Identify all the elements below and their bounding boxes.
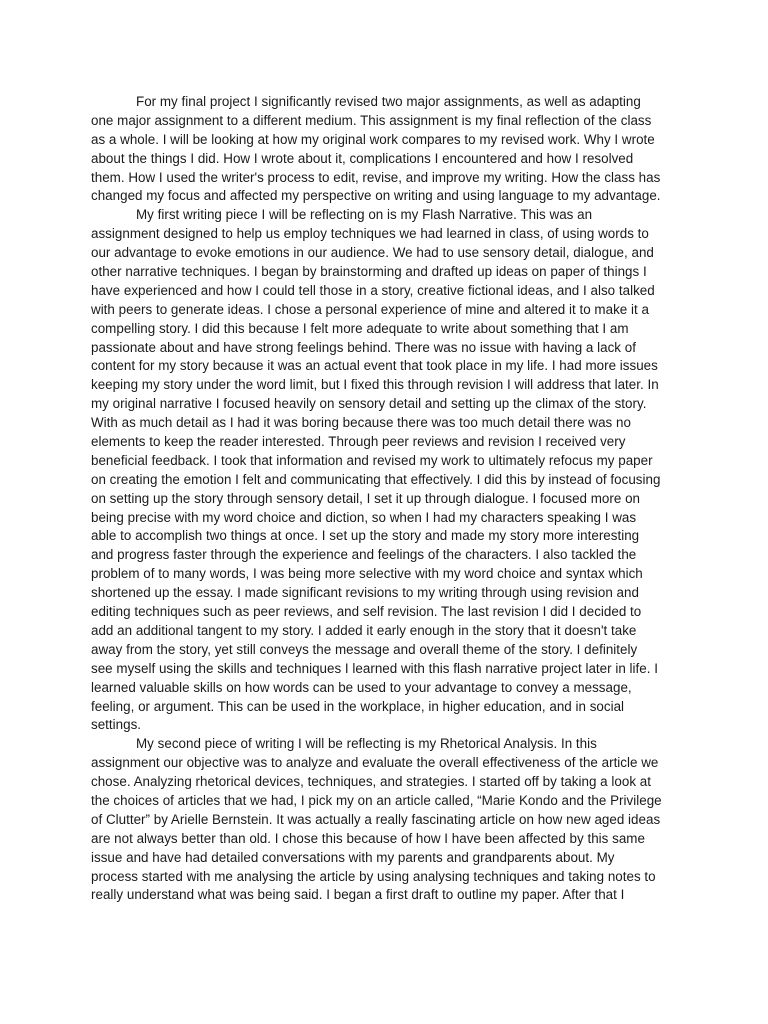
text-line: them. How I used the writer's process to edit, revise, and improve my writing. How the class has [91, 169, 661, 185]
text-line: feeling, or argument. This can be used in the workplace, in higher education, and in social [91, 698, 625, 714]
text-line: see myself using the skills and techniques I learned with this flash narrative project later in life. I [91, 660, 658, 676]
text-line: My first writing piece I will be reflecting on is my Flash Narrative. This was an [136, 207, 593, 223]
text-line: on creating the emotion I felt and communicating that effectively. I did this by instead of focusing [91, 471, 661, 487]
text-line: shortened up the essay. I made significant revisions to my writing through using revision and [91, 585, 639, 601]
text-line: my original narrative I focused heavily on sensory detail and setting up the climax of the story. [91, 396, 647, 412]
text-line: able to accomplish two things at once. I set up the story and made my story more interesting [91, 528, 640, 544]
text-line: changed my focus and affected my perspective on writing and using language to my advantage. [91, 188, 661, 204]
text-line: elements to keep the reader interested. Through peer reviews and revision I received very [91, 434, 626, 450]
text-line: on setting up the story through sensory detail, I set it up through dialogue. I focused more on [91, 490, 641, 506]
text-line: process started with me analysing the article by using analysing techniques and taking notes to [91, 868, 656, 884]
text-line: other narrative techniques. I began by brainstorming and drafted up ideas on paper of things I [91, 264, 647, 280]
text-line: My second piece of writing I will be reflecting is my Rhetorical Analysis. In this [136, 736, 597, 752]
text-line: are not always better than old. I chose this because of how I have been affected by this same [91, 830, 645, 846]
text-line: compelling story. I did this because I felt more adequate to write about something that I am [91, 320, 629, 336]
text-line: being precise with my word choice and diction, so when I had my characters speaking I was [91, 509, 637, 525]
text-line: our advantage to evoke emotions in our audience. We had to use sensory detail, dialogue, and [91, 245, 654, 261]
text-line: issue and have had detailed conversations with my parents and grandparents about. My [91, 849, 615, 865]
document-body [91, 93, 691, 905]
text-line: assignment our objective was to analyze and evaluate the overall effectiveness of the article we [91, 755, 659, 771]
text-line: settings. [91, 717, 142, 733]
text-line: content for my story because it was an actual event that took place in my life. I had more issues [91, 358, 658, 374]
text-line: and progress faster through the experience and feelings of the characters. I also tackled the [91, 547, 637, 563]
text-line: as a whole. I will be looking at how my original work compares to my revised work. Why I wrote [91, 131, 655, 147]
text-line: problem of to many words, I was being more selective with my word choice and syntax which [91, 566, 643, 582]
text-line: with peers to generate ideas. I chose a personal experience of mine and altered it to make it a [91, 301, 649, 317]
text-line: With as much detail as I had it was boring because there was too much detail there was no [91, 415, 631, 431]
text-line: add an additional tangent to my story. I added it early enough in the story that it doesn't take [91, 622, 637, 638]
text-line: keeping my story under the word limit, but I fixed this through revision I will address that later. In [91, 377, 659, 393]
text-line: of Clutter” by Arielle Bernstein. It was actually a really fascinating article on how new aged ideas [91, 811, 661, 827]
text-line: editing techniques such as peer reviews, and self revision. The last revision I did I decided to [91, 604, 642, 620]
text-line: one major assignment to a different medium. This assignment is my final reflection of the class [91, 112, 652, 128]
text-line: away from the story, yet still conveys the message and overall theme of the story. I definitely [91, 641, 638, 657]
text-line: learned valuable skills on how words can be used to your advantage to convey a message, [91, 679, 632, 695]
text-line: about the things I did. How I wrote about it, complications I encountered and how I resolved [91, 150, 634, 166]
text-line: chose. Analyzing rhetorical devices, techniques, and strategies. I started off by taking a look at [91, 774, 651, 790]
text-line: really understand what was being said. I began a first draft to outline my paper. After that I [91, 887, 625, 903]
text-line: beneficial feedback. I took that information and revised my work to ultimately refocus my paper [91, 452, 653, 468]
text-line: the choices of articles that we had, I pick my on an article called, “Marie Kondo and the Privilege [91, 792, 662, 808]
text-line: assignment designed to help us employ techniques we had learned in class, of using words to [91, 226, 649, 242]
text-line: have experienced and how I could tell those in a story, creative fictional ideas, and I also talked [91, 282, 655, 298]
text-line: For my final project I significantly revised two major assignments, as well as adapting [136, 94, 641, 109]
text-line: passionate about and have strong feelings behind. There was no issue with having a lack of [91, 339, 636, 355]
